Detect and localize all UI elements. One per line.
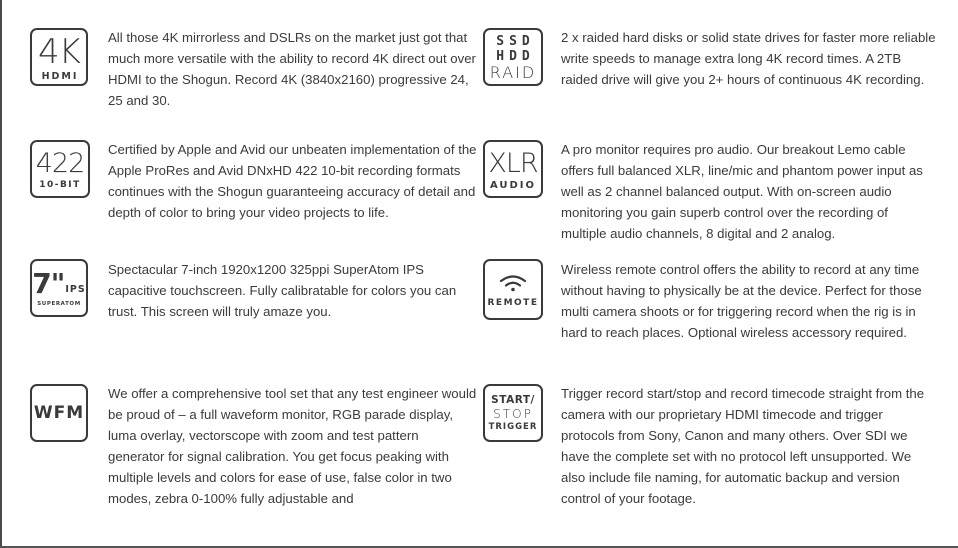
start-stop-trigger-icon xyxy=(483,384,543,442)
badge-sub-text: SUPERATOM xyxy=(37,300,81,307)
badge-main-text: WFM xyxy=(33,402,85,423)
feature-description-raid: 2 x raided hard disks or solid state drives for faster more reliable write speeds to manage extra long 4K record times. A 2TB raided drive will give you 2+ hours of continuous 4K recording. xyxy=(561,30,936,87)
feature-description-ips: Spectacular 7-inch 1920x1200 325ppi SuperAtom IPS capacitive touchscreen. Fully calibratable for colors you can trust. This screen will truly amaze you. xyxy=(108,262,457,319)
feature-description-422: Certified by Apple and Avid our unbeaten implementation of the Apple ProRes and Avid DNxHD 422 10-bit recording formats continues with the Shogun guaranteeing accuracy of detail and depth of color to bring your video projects to life. xyxy=(108,142,477,220)
badge-main-text: RAID xyxy=(489,62,537,82)
badge-row2-text: HDD xyxy=(496,48,535,64)
badge-main-text: 7" xyxy=(32,266,65,300)
left-border xyxy=(0,0,2,548)
badge-sub-text: AUDIO xyxy=(489,179,537,191)
feature-description-wfm: We offer a comprehensive tool set that any test engineer would be proud of – a full waveform monitor, RGB parade display, luma overlay, vectorscope with zoom and test pattern generator for signal calibration. You get focus peaking with multiple levels and colors for ease of use, false color in two modes, zebra 0-100% fully adjustable and xyxy=(108,386,477,506)
wfm-icon xyxy=(30,384,88,442)
badge-sub-text: TRIGGER xyxy=(488,421,538,432)
badge-sub-text: HDMI xyxy=(41,70,79,82)
wifi-icon xyxy=(498,273,528,293)
feature-description-trigger: Trigger record start/stop and record timecode straight from the camera with our proprietary HDMI timecode and trigger protocols from Sony, Canon and many others. Over SDI we have the complete set with no protocol left unsupported. We also include file naming, for automatic backup and version control of your footage. xyxy=(561,386,925,506)
badge-row1-text: SSD xyxy=(496,33,535,49)
422-10bit-icon xyxy=(30,140,90,198)
xlr-audio-icon xyxy=(483,140,543,198)
4k-hdmi-icon xyxy=(30,28,88,86)
badge-sub-text: 10-BIT xyxy=(39,180,81,190)
feature-description-remote: Wireless remote control offers the ability to record at any time without having to physically be at the device. Perfect for those multi camera shoots or for triggering record when the rig is in hard to reach places. Optional wireless accessory required. xyxy=(561,262,922,340)
badge-side-text: IPS xyxy=(65,284,86,296)
badge-main-text: 4K xyxy=(38,31,80,72)
7-inch-ips-icon xyxy=(30,259,88,317)
badge-main-text: 422 xyxy=(35,148,85,179)
ssd-hdd-raid-icon xyxy=(483,28,543,86)
wireless-remote-icon xyxy=(483,259,543,320)
feature-description-4k: All those 4K mirrorless and DSLRs on the market just got that much more versatile with the ability to record 4K direct out over HDMI to the Shogun. Record 4K (3840x2160) progressive 24, 25 and 30. xyxy=(108,30,476,108)
badge-row2-text: STOP xyxy=(493,406,533,421)
badge-row1-text: START/ xyxy=(491,394,535,406)
feature-description-xlr: A pro monitor requires pro audio. Our breakout Lemo cable offers full balanced XLR, line/mic and phantom power input as well as 2 channel balanced output. With on-screen audio monitoring you gain superb control over the recording of multiple audio channels, 8 digital and 2 analog. xyxy=(561,142,923,241)
badge-sub-text: REMOTE xyxy=(487,298,539,308)
badge-main-text: XLR xyxy=(488,147,538,179)
